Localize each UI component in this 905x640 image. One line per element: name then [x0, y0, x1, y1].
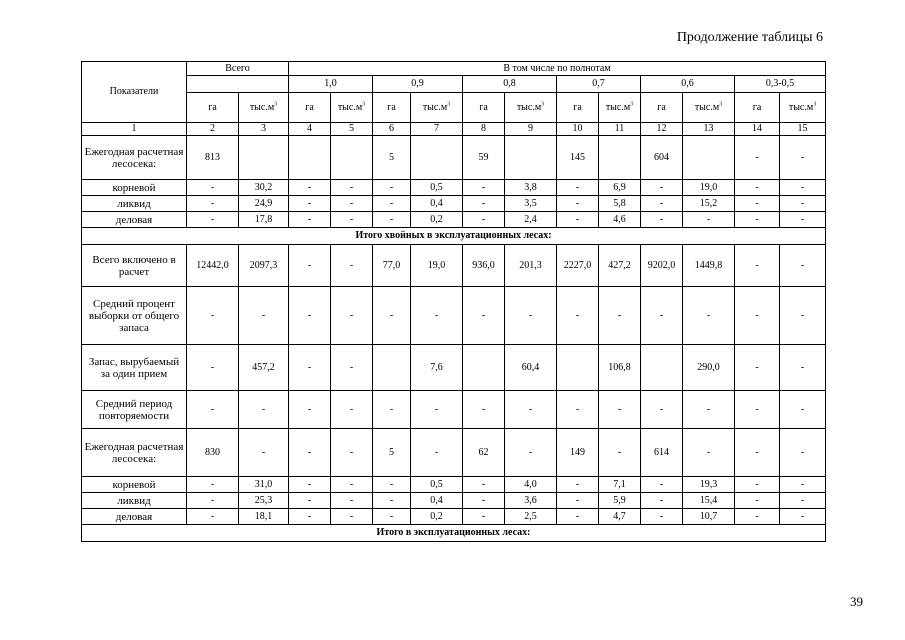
table-cell: 60,4: [505, 345, 557, 391]
unit-tys-m3: $тыс.м^3$: [331, 93, 373, 123]
table-cell: 30,2: [239, 180, 289, 196]
column-number: 3: [239, 123, 289, 136]
table-cell: -: [373, 196, 411, 212]
unit-ga: га: [373, 93, 411, 123]
table-cell: 201,3: [505, 245, 557, 287]
header-polnota: 0,7: [557, 76, 641, 93]
unit-ga: га: [641, 93, 683, 123]
table-cell: -: [187, 477, 239, 493]
header-polnota: 0,9: [373, 76, 463, 93]
table-cell: -: [187, 212, 239, 228]
column-numbers-row: [82, 123, 826, 136]
table-cell: -: [683, 212, 735, 228]
table-cell: [505, 136, 557, 180]
table-cell: -: [780, 287, 826, 345]
table-cell: [331, 136, 373, 180]
table-cell: 604: [641, 136, 683, 180]
table-cell: 12442,0: [187, 245, 239, 287]
table-cell: -: [780, 212, 826, 228]
column-number: 10: [557, 123, 599, 136]
table-cell: -: [641, 287, 683, 345]
unit-tys-m3: $тыс.м^3$: [780, 93, 826, 123]
table-cell: -: [331, 509, 373, 525]
table-row: [82, 477, 826, 493]
table-cell: 149: [557, 429, 599, 477]
table-cell: 3,6: [505, 493, 557, 509]
unit-tys-m3: $тыс.м^3$: [599, 93, 641, 123]
table-cell: -: [780, 136, 826, 180]
table-cell: -: [641, 477, 683, 493]
table-cell: -: [735, 180, 780, 196]
table-cell: -: [735, 493, 780, 509]
table-cell: -: [599, 287, 641, 345]
table-cell: 59: [463, 136, 505, 180]
table-cell: -: [187, 391, 239, 429]
row-label: корневой: [82, 180, 187, 196]
table-cell: -: [331, 391, 373, 429]
table-cell: -: [187, 493, 239, 509]
table-cell: 0,5: [411, 477, 463, 493]
table-cell: -: [641, 509, 683, 525]
table-caption: Продолжение таблицы 6: [676, 30, 823, 45]
table-row: [82, 429, 826, 477]
column-number: 5: [331, 123, 373, 136]
page-number: 39: [850, 594, 863, 609]
table-cell: 106,8: [599, 345, 641, 391]
row-label: Средний период повторяемости: [82, 391, 187, 429]
table-cell: -: [683, 429, 735, 477]
table-cell: -: [557, 391, 599, 429]
table-cell: -: [289, 196, 331, 212]
table-cell: [599, 136, 641, 180]
row-label: Всего включено в расчет: [82, 245, 187, 287]
table-cell: 17,8: [239, 212, 289, 228]
table-cell: -: [463, 477, 505, 493]
table-cell: -: [557, 196, 599, 212]
table-cell: 5: [373, 429, 411, 477]
units-row: [82, 93, 826, 123]
table-cell: 77,0: [373, 245, 411, 287]
table-cell: 0,5: [411, 180, 463, 196]
table-cell: 9202,0: [641, 245, 683, 287]
unit-ga: га: [557, 93, 599, 123]
table-cell: [373, 345, 411, 391]
table-cell: -: [683, 287, 735, 345]
table-cell: 5,8: [599, 196, 641, 212]
unit-ga: га: [463, 93, 505, 123]
table-cell: -: [641, 212, 683, 228]
header-pokazateli: Показатели: [82, 62, 187, 123]
table-cell: 2,4: [505, 212, 557, 228]
table-cell: [463, 345, 505, 391]
table-cell: 24,9: [239, 196, 289, 212]
table-cell: 0,2: [411, 509, 463, 525]
table-cell: -: [373, 509, 411, 525]
table-cell: -: [735, 429, 780, 477]
row-label: ликвид: [82, 196, 187, 212]
table-cell: 62: [463, 429, 505, 477]
column-number: 4: [289, 123, 331, 136]
column-number: 13: [683, 123, 735, 136]
unit-ga: га: [735, 93, 780, 123]
table-cell: -: [373, 493, 411, 509]
table-cell: -: [187, 509, 239, 525]
table-cell: -: [289, 477, 331, 493]
table-cell: 19,3: [683, 477, 735, 493]
table-cell: 2227,0: [557, 245, 599, 287]
table-cell: -: [373, 287, 411, 345]
table-cell: -: [463, 212, 505, 228]
table-cell: -: [411, 429, 463, 477]
column-number: 7: [411, 123, 463, 136]
table-row: [82, 525, 826, 542]
table-cell: -: [557, 509, 599, 525]
table-cell: 1449,8: [683, 245, 735, 287]
table-cell: -: [289, 391, 331, 429]
header-polnota: 1,0: [289, 76, 373, 93]
table-cell: -: [780, 391, 826, 429]
table-row: [82, 228, 826, 245]
table-cell: [239, 136, 289, 180]
table-cell: 19,0: [411, 245, 463, 287]
column-number: 12: [641, 123, 683, 136]
table-cell: [289, 136, 331, 180]
table-row: [82, 493, 826, 509]
table-cell: -: [187, 287, 239, 345]
row-label: Запас, вырубаемый за один прием: [82, 345, 187, 391]
table-cell: -: [735, 212, 780, 228]
table-cell: -: [411, 287, 463, 345]
table-cell: -: [641, 391, 683, 429]
table-cell: 15,2: [683, 196, 735, 212]
row-label: Ежегодная расчетная лесосека:: [82, 136, 187, 180]
table-cell: -: [505, 429, 557, 477]
table-cell: 830: [187, 429, 239, 477]
table-cell: 6,9: [599, 180, 641, 196]
table-cell: -: [331, 245, 373, 287]
table-row: [82, 345, 826, 391]
table-cell: 3,5: [505, 196, 557, 212]
table-cell: -: [735, 136, 780, 180]
table-cell: -: [373, 391, 411, 429]
table-cell: 290,0: [683, 345, 735, 391]
unit-tys-m3: $тыс.м^3$: [239, 93, 289, 123]
table-cell: -: [187, 180, 239, 196]
table-cell: -: [239, 429, 289, 477]
table-cell: -: [463, 509, 505, 525]
forest-table: [81, 61, 826, 542]
table-cell: -: [463, 493, 505, 509]
row-label: Ежегодная расчетная лесосека:: [82, 429, 187, 477]
table-row: [82, 245, 826, 287]
table-cell: 457,2: [239, 345, 289, 391]
table-row: [82, 212, 826, 228]
table-cell: -: [599, 429, 641, 477]
table-cell: -: [463, 287, 505, 345]
table-cell: -: [557, 180, 599, 196]
table-cell: -: [780, 345, 826, 391]
table-cell: -: [289, 429, 331, 477]
table-cell: -: [289, 180, 331, 196]
table-cell: -: [331, 345, 373, 391]
header-blank: [187, 76, 289, 93]
column-number: 9: [505, 123, 557, 136]
table-cell: -: [463, 196, 505, 212]
table-cell: -: [683, 391, 735, 429]
column-number: 8: [463, 123, 505, 136]
table-cell: -: [331, 180, 373, 196]
header-polnota: 0,3-0,5: [735, 76, 826, 93]
column-number: 2: [187, 123, 239, 136]
table-row: [82, 509, 826, 525]
table-cell: -: [289, 345, 331, 391]
table-cell: -: [780, 509, 826, 525]
table-cell: -: [780, 429, 826, 477]
table-cell: -: [735, 287, 780, 345]
table-cell: 10,7: [683, 509, 735, 525]
table-cell: -: [557, 212, 599, 228]
table-cell: 427,2: [599, 245, 641, 287]
table-cell: -: [463, 391, 505, 429]
unit-tys-m3: $тыс.м^3$: [411, 93, 463, 123]
table-cell: -: [289, 287, 331, 345]
table-cell: -: [239, 391, 289, 429]
table-cell: 25,3: [239, 493, 289, 509]
table-cell: -: [780, 477, 826, 493]
header-v-tom-chisle: В том числе по полнотам: [289, 62, 826, 76]
row-label: корневой: [82, 477, 187, 493]
table-cell: 18,1: [239, 509, 289, 525]
table-cell: [411, 136, 463, 180]
table-cell: -: [735, 345, 780, 391]
unit-ga: га: [289, 93, 331, 123]
row-label: деловая: [82, 509, 187, 525]
table-cell: 31,0: [239, 477, 289, 493]
table-cell: 614: [641, 429, 683, 477]
table-cell: -: [239, 287, 289, 345]
table-cell: 3,8: [505, 180, 557, 196]
table-cell: -: [557, 493, 599, 509]
table-row: [82, 180, 826, 196]
table-row: [82, 391, 826, 429]
table-cell: -: [557, 287, 599, 345]
unit-ga: га: [187, 93, 239, 123]
table-cell: -: [641, 180, 683, 196]
table-row: [82, 136, 826, 180]
table-cell: 2,5: [505, 509, 557, 525]
table-cell: 4,6: [599, 212, 641, 228]
table-cell: -: [599, 391, 641, 429]
row-label: деловая: [82, 212, 187, 228]
table-cell: 5: [373, 136, 411, 180]
table-cell: -: [735, 477, 780, 493]
table-cell: -: [735, 245, 780, 287]
table-cell: -: [289, 493, 331, 509]
unit-tys-m3: $тыс.м^3$: [505, 93, 557, 123]
table-cell: 4,7: [599, 509, 641, 525]
table-cell: -: [735, 509, 780, 525]
header-polnota: 0,6: [641, 76, 735, 93]
table-cell: 936,0: [463, 245, 505, 287]
column-number: 6: [373, 123, 411, 136]
table-cell: -: [641, 493, 683, 509]
table-cell: 0,2: [411, 212, 463, 228]
row-label: ликвид: [82, 493, 187, 509]
table-cell: 4,0: [505, 477, 557, 493]
table-cell: -: [187, 196, 239, 212]
table-cell: -: [331, 212, 373, 228]
table-cell: [557, 345, 599, 391]
table-cell: -: [557, 477, 599, 493]
table-cell: -: [735, 196, 780, 212]
table-cell: -: [331, 196, 373, 212]
section-title: Итого в эксплуатационных лесах:: [82, 525, 826, 542]
table-cell: -: [641, 196, 683, 212]
table-cell: -: [331, 287, 373, 345]
table-cell: -: [373, 212, 411, 228]
table-cell: -: [505, 391, 557, 429]
table-cell: 145: [557, 136, 599, 180]
table-cell: -: [289, 245, 331, 287]
table-cell: -: [780, 245, 826, 287]
table-cell: -: [780, 180, 826, 196]
table-cell: -: [187, 345, 239, 391]
column-number: 14: [735, 123, 780, 136]
table-cell: -: [780, 493, 826, 509]
table-cell: 2097,3: [239, 245, 289, 287]
header-polnota: 0,8: [463, 76, 557, 93]
table-cell: -: [373, 180, 411, 196]
table-row: [82, 287, 826, 345]
row-label: Средний процент выборки от общего запаса: [82, 287, 187, 345]
section-title: Итого хвойных в эксплуатационных лесах:: [82, 228, 826, 245]
table-cell: -: [373, 477, 411, 493]
table-cell: 7,1: [599, 477, 641, 493]
table-cell: [683, 136, 735, 180]
table-cell: 5,9: [599, 493, 641, 509]
table-cell: -: [331, 429, 373, 477]
table-cell: 0,4: [411, 493, 463, 509]
table-cell: 7,6: [411, 345, 463, 391]
column-number: 15: [780, 123, 826, 136]
table-cell: 0,4: [411, 196, 463, 212]
table-cell: 19,0: [683, 180, 735, 196]
unit-tys-m3: $тыс.м^3$: [683, 93, 735, 123]
table-cell: -: [505, 287, 557, 345]
table-cell: 813: [187, 136, 239, 180]
table-cell: -: [289, 509, 331, 525]
table-cell: 15,4: [683, 493, 735, 509]
table-cell: -: [289, 212, 331, 228]
table-cell: -: [411, 391, 463, 429]
column-number: 11: [599, 123, 641, 136]
table-cell: -: [735, 391, 780, 429]
table-cell: -: [780, 196, 826, 212]
column-number: 1: [82, 123, 187, 136]
header-vsego: Всего: [187, 62, 289, 76]
table-cell: [641, 345, 683, 391]
table-row: [82, 196, 826, 212]
table-cell: -: [463, 180, 505, 196]
table-cell: -: [331, 477, 373, 493]
table-cell: -: [331, 493, 373, 509]
